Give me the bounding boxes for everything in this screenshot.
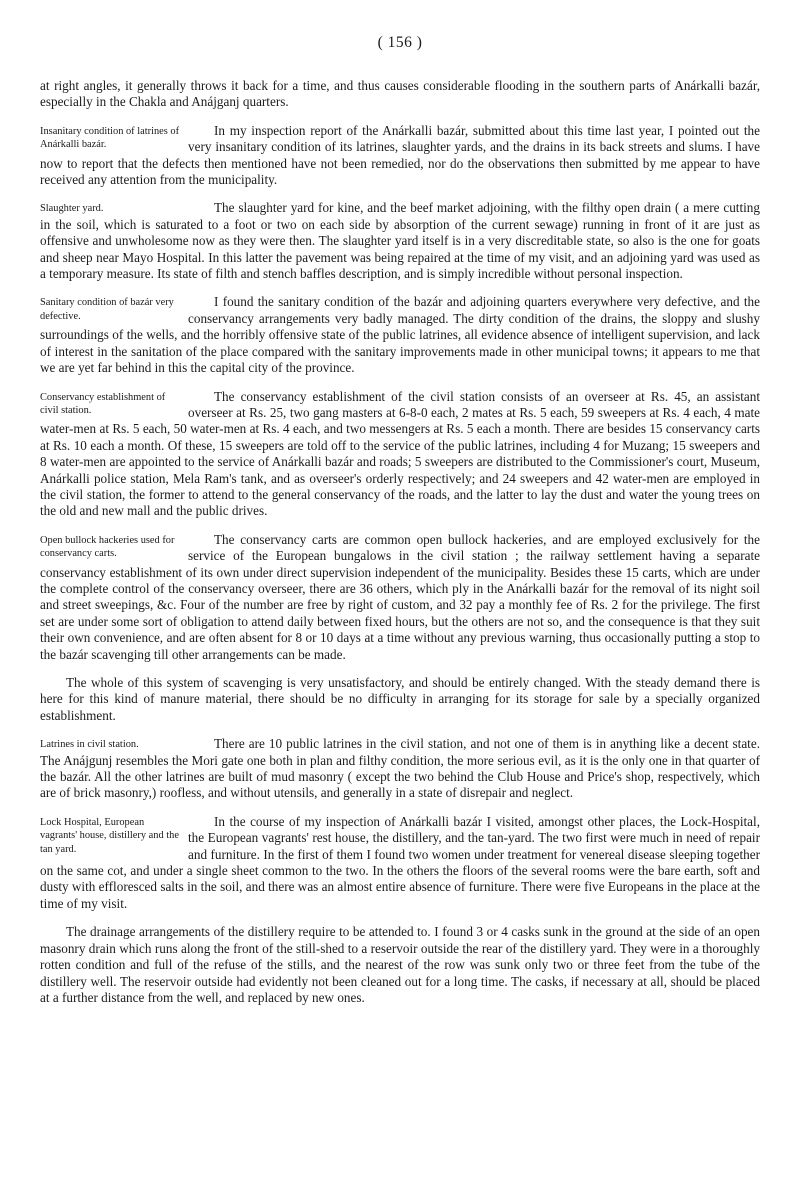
paragraph-text: There are 10 public latrines in the civil station, and not one of them is in anything like a decent state. The Anájgunj resembles the Mori gate one both in plan and filthy condition, the more serious evil, as it is the only one in that quarter of the bazár. All the other latrines are built of mud masonry ( except the two behind the Club House and Price's shop, respectively, which are of brick masonry,) roofless, and without utensils, and generally in a state of disrepair and neglect. (40, 736, 760, 801)
margin-note: Open bullock hackeries used for conservancy carts. (40, 534, 175, 560)
paragraph-block (40, 294, 760, 376)
margin-note: Lock Hospital, European vagrants' house, distillery and the tan yard. (40, 816, 179, 855)
paragraph-block (40, 532, 760, 663)
margin-note: Conservancy establishment of civil station. (40, 391, 166, 416)
paragraph-block (40, 389, 760, 520)
paragraph-block (40, 675, 760, 724)
paragraph-block (40, 123, 760, 189)
page-number: ( 156 ) (377, 34, 423, 51)
margin-note: Insanitary condition of latrines of Anárkalli bazár. (40, 125, 180, 151)
paragraph-text: The conservancy carts are common open bullock hackeries, and are employed exclusively for the service of the European bungalows in the civil station ; the railway settlement having a separate conservancy establishment of its own under direct supervision independent of the municipality. Besides these 15 carts, which are under the complete control of the conservancy overseer, there are 36 others, which ply in the Anárkalli bazár for the removal of its night soil and street sweepings, &c. Four of the number are free by right of custom, and 32 pay a monthly fee of Rs. 2 for the privilege. The first set are under some sort of obligation to attend daily between fixed hours, but the others are not so, and the consequence is that they suit their own convenience, and are often absent for 8 or 10 days at a time without any previous warning, thus occasionally putting a stop to the bazár scavenging till other arrangements can be made. (40, 531, 760, 662)
margin-note: Slaughter yard. (40, 203, 104, 215)
paragraph-text: at right angles, it generally throws it back for a time, and thus causes considerable flooding in the southern parts of Anárkalli bazár, especially in the Chakla and Anájganj quarters. (40, 78, 760, 110)
paragraph-block (40, 924, 760, 1006)
margin-note: Sanitary condition of bazár very defective. (40, 297, 174, 322)
paragraph-text: I found the sanitary condition of the bazár and adjoining quarters everywhere very defective, and the conservancy arrangements very badly managed. The dirty condition of the drains, the sloppy and slushy surroundings of the wells, and the horribly offensive state of the public latrines, all evidence absence of intelligent supervision, and lack of interest in the sanitation of the place compared with the sanitary improvements made in other municipal towns; it appears to me that we are yet far behind in this the capital city of the province. (40, 294, 760, 376)
paragraph-text: In the course of my inspection of Anárkalli bazár I visited, amongst other places, the Lock-Hospital, the European vagrants' rest house, the distillery, and the tan-yard. The two first were much in need of repair and furniture. In the first of them I found two women under treatment for venereal disease sleeping together on the same cot, and under a single sheet common to the two. In the others the floors of the several rooms were the bare earth, soft and dusty with effloresced salts in the soil, and there was an almost entire absence of furniture. There were five Europeans in the place at the time of my visit. (40, 813, 760, 911)
margin-note: Latrines in civil station. (40, 739, 139, 751)
paragraph-text: The drainage arrangements of the distillery require to be attended to. I found 3 or 4 casks sunk in the ground at the side of an open masonry drain which runs along the front of the still-shed to a reservoir outside the rear of the distillery yard. They were in a thoroughly rotten condition and full of the refuse of the stills, and the nearest of the row was sunk only two or three feet from the tube of the distillery well. The reservoir outside had evidently not been cleaned out for a long time. The casks, if necessary at all, should be placed at a further distance from the well, and replaced by new ones. (40, 924, 760, 1005)
paragraph-block (40, 78, 760, 111)
paragraph-block (40, 814, 760, 912)
paragraph-text: In my inspection report of the Anárkalli bazár, submitted about this time last year, I pointed out the very insanitary condition of its latrines, slaughter yards, and the drains in its back streets and slums. I have now to report that the defects then mentioned have not been remedied, nor do the observations then submitted by me appear to have received any attention from the municipality. (40, 122, 760, 188)
paragraph-block (40, 736, 760, 802)
paragraph-text: The slaughter yard for kine, and the beef market adjoining, with the filthy open drain ( a mere cutting in the soil, which is saturated to a foot or two on each side by absorption of the current sewage) running in front of it are just as offensive and unwholesome now as they were then. The slaughter yard itself is in a very discreditable state, so also is the one for goats and sheep near Mayo Hospital. In this latter the pavement was being repaired at the time of my visit, and an adjoining yard was used as a temporary measure. Its state of filth and stench baffles description, and is simply incredible without personal inspection. (40, 200, 760, 282)
paragraph-text: The whole of this system of scavenging is very unsatisfactory, and should be entirely changed. With the steady demand there is here for this kind of manure material, there should be no difficulty in arranging for its storage for sale by a specially organized establishment. (40, 675, 760, 723)
paragraph-text: The conservancy establishment of the civil station consists of an overseer at Rs. 45, an assistant overseer at Rs. 25, two gang masters at 6-8-0 each, 2 mates at Rs. 5 each, 59 sweepers at Rs. 4 each, 4 mate water-men at Rs. 5 each, 50 water-men at Rs. 4 each, and two messengers at Rs. 5 each a month. There are besides 15 conservancy carts at Rs. 10 each a month. Of these, 15 sweepers are told off to the service of the public latrines, including 4 for Muzang; 15 sweepers and 8 water-men are appointed to the service of Anárkalli bazár and roads; 5 sweepers are distributed to the Commissioner's court, Museum, Anárkalli police station, Mela Ram's tank, and as overseer's orderly respectively; and 24 sweepers and 42 water-men are employed in the civil station, the former to attend to the general conservancy of the roads, and the latter to lay the dust and water the young trees on the old and new mall and the public drives. (40, 388, 760, 519)
paragraph-block (40, 200, 760, 282)
